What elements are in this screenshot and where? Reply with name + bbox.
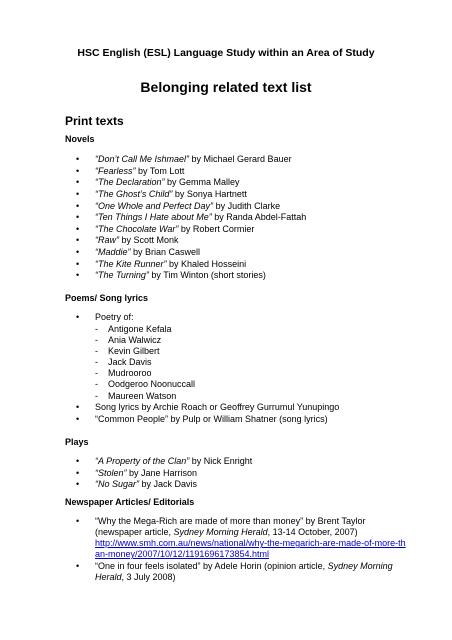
list-item: • “Raw” by Scott Monk xyxy=(65,235,306,247)
poems-heading: Poems/ Song lyrics xyxy=(65,293,149,303)
list-item: • “One in four feels isolated” by Adele Horin (opinion article, Sydney Morning Herald, 3 July 2008) xyxy=(65,561,410,583)
list-item: • Song lyrics by Archie Roach or Geoffrey Gurrumul Yunupingo xyxy=(65,402,339,414)
song-lyrics-list xyxy=(65,402,339,425)
list-item: • “Fearless” by Tom Lott xyxy=(65,166,306,178)
list-item: • “Ten Things I Hate about Me” by Randa Abdel-Fattah xyxy=(65,212,306,224)
novels-list xyxy=(65,154,306,282)
novels-heading: Novels xyxy=(65,134,95,144)
poems-list xyxy=(65,312,134,324)
poet-item: - Antigone Kefala xyxy=(95,324,172,334)
list-item: • “One Whole and Perfect Day” by Judith Clarke xyxy=(65,201,306,213)
poet-item: - Oodgeroo Noonuccall xyxy=(95,379,196,390)
article-link[interactable]: http://www.smh.com.au/news/national/why-the-megarich-are-made-of-more-than-money/2007/10/12/1191696173854.html xyxy=(95,538,406,560)
list-item: • “A Property of the Clan” by Nick Enright xyxy=(65,456,252,468)
list-item: • “The Ghost’s Child” by Sonya Hartnett xyxy=(65,189,306,201)
poet-item: - Maureen Watson xyxy=(95,390,177,401)
list-item: • “No Sugar” by Jack Davis xyxy=(65,479,252,491)
list-item: • “Don’t Call Me Ishmael” by Michael Gerard Bauer xyxy=(65,154,306,166)
list-item: • “The Declaration” by Gemma Malley xyxy=(65,177,306,189)
poet-item: - Kevin Gilbert xyxy=(95,346,160,357)
poets-sublist xyxy=(65,324,195,402)
course-title: HSC English (ESL) Language Study within an Area of Study xyxy=(77,47,375,59)
newspaper-list xyxy=(65,516,410,584)
list-title: Belonging related text list xyxy=(140,79,312,95)
poet-item: - Mudrooroo xyxy=(95,368,152,379)
list-item: • “The Kite Runner” by Khaled Hosseini xyxy=(65,259,306,271)
poet-item: - Jack Davis xyxy=(95,357,152,368)
plays-heading: Plays xyxy=(65,437,89,447)
print-texts-heading: Print texts xyxy=(65,114,124,128)
list-item: • “Why the Mega-Rich are made of more than money” by Brent Taylor (newspaper article, Sydney Morning Herald, 13-14 October, 2007) http://www.smh.com.au/news/national/why-the-megarich-are-made-of-more-than-money/2007/10/12/1191696173854.html xyxy=(65,516,410,560)
list-item: • “Stolen” by Jane Harrison xyxy=(65,468,252,480)
list-item: • “The Chocolate War” by Robert Cormier xyxy=(65,224,306,236)
list-item: • “The Turning” by Tim Winton (short stories) xyxy=(65,270,306,282)
list-item: • “Maddie” by Brian Caswell xyxy=(65,247,306,259)
list-item: • Poetry of: xyxy=(65,312,134,324)
plays-list xyxy=(65,456,252,491)
poet-item: - Ania Walwicz xyxy=(95,335,162,346)
list-item: • “Common People” by Pulp or William Shatner (song lyrics) xyxy=(65,414,339,426)
newspaper-heading: Newspaper Articles/ Editorials xyxy=(65,497,195,507)
